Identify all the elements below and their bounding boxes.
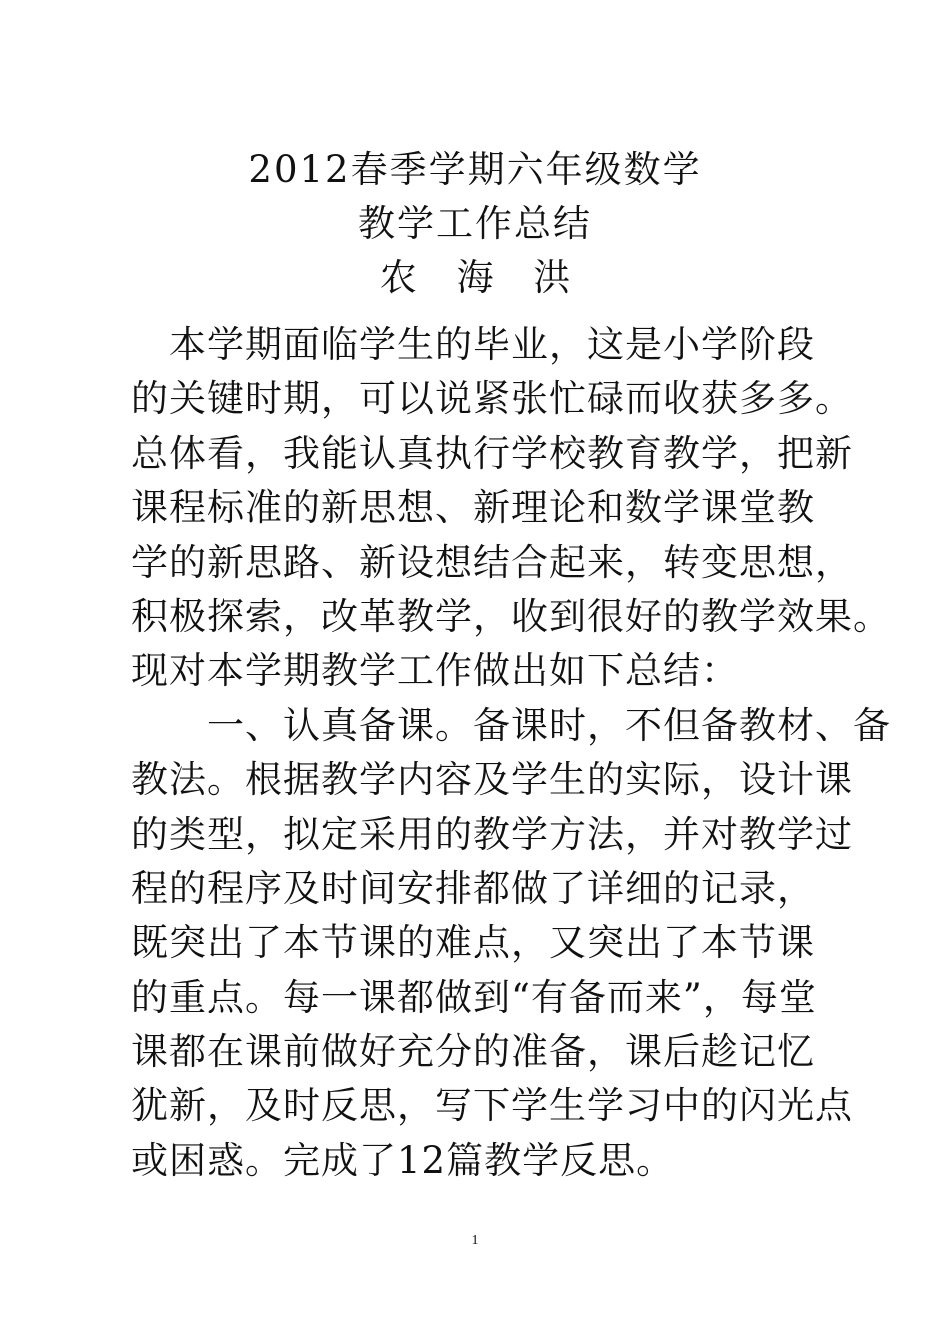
page-number: 1 — [471, 1233, 479, 1248]
document-title: 2012春季学期六年级数学 — [248, 148, 702, 191]
body-line: 既突出了本节课的难点，又突出了本节课 — [131, 921, 815, 965]
body-line: 犹新，及时反思，写下学生学习中的闪光点 — [131, 1084, 853, 1128]
body-line: 现对本学期教学工作做出如下总结： — [131, 649, 739, 693]
document-subtitle: 教学工作总结 — [358, 202, 592, 245]
body-line: 课都在课前做好充分的准备，课后趁记忆 — [131, 1030, 815, 1074]
body-line: 总体看，我能认真执行学校教育教学，把新 — [131, 431, 853, 475]
body-line: 的重点。每一课都做到“有备而来”，每堂 — [131, 975, 817, 1019]
body-line: 的类型，拟定采用的教学方法，并对教学过 — [131, 812, 853, 856]
body-line: 或困惑。完成了12篇教学反思。 — [131, 1138, 675, 1182]
body-line: 一、认真备课。备课时，不但备教材、备 — [131, 703, 891, 747]
title-block — [0, 143, 950, 305]
body-line: 积极探索，改革教学，收到很好的教学效果。 — [131, 594, 891, 638]
body-line: 学的新思路、新设想结合起来，转变思想， — [131, 540, 853, 584]
body-line: 本学期面临学生的毕业，这是小学阶段 — [131, 323, 815, 366]
body-line: 教法。根据教学内容及学生的实际，设计课 — [131, 758, 853, 802]
body-text — [131, 318, 891, 1188]
body-line: 程的程序及时间安排都做了详细的记录， — [131, 866, 815, 910]
body-line: 的关键时期，可以说紧张忙碌而收获多多。 — [131, 377, 853, 421]
body-line: 课程标准的新思想、新理论和数学课堂教 — [131, 486, 815, 530]
author-name: 农 海 洪 — [379, 256, 585, 299]
